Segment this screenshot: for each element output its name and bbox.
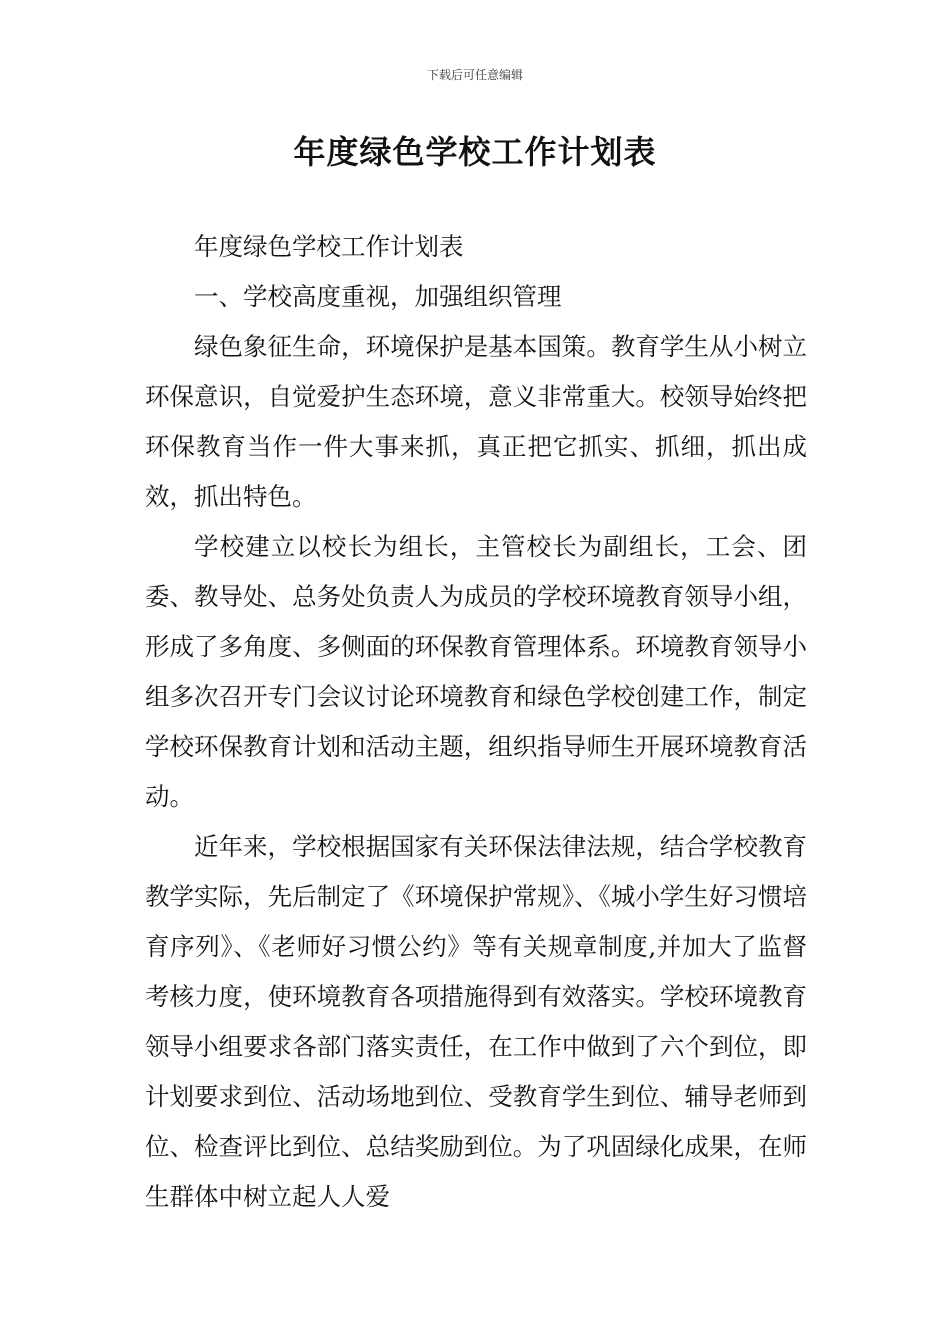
paragraph-subtitle: 年度绿色学校工作计划表 (194, 232, 464, 261)
header-note: 下载后可任意编辑 (426, 68, 523, 82)
paragraph: 近年来，学校根据国家有关环保法律法规，结合学校教育教学实际，先后制定了《环境保护常规》、《城小学生好习惯培育序列》、《老师好习惯公约》等有关规章制度,并加大了监督考核力度，使环境教育各项措施得到有效落实。学校环境教育领导小组要求各部门落实责任，在工作中做到了六个到位，即计划要求到位、活动场地到位、受教育学生到位、辅导老师到位、检查评比到位、总结奖励到位。为了巩固绿化成果，在师生群体中树立起人人爱 (145, 832, 807, 1211)
document-title: 年度绿色学校工作计划表 (293, 133, 657, 171)
paragraph-section-heading: 一、学校高度重视，加强组织管理 (194, 282, 562, 311)
paragraph: 学校建立以校长为组长，主管校长为副组长，工会、团委、教导处、总务处负责人为成员的学校环境教育领导小组，形成了多角度、多侧面的环保教育管理体系。环境教育领导小组多次召开专门会议讨论环境教育和绿色学校创建工作，制定学校环保教育计划和活动主题，组织指导师生开展环境教育活动。 (145, 532, 807, 811)
paragraph: 绿色象征生命，环境保护是基本国策。教育学生从小树立环保意识，自觉爱护生态环境，意义非常重大。校领导始终把环保教育当作一件大事来抓，真正把它抓实、抓细，抓出成效，抓出特色。 (145, 332, 807, 511)
document-body (145, 222, 807, 1222)
